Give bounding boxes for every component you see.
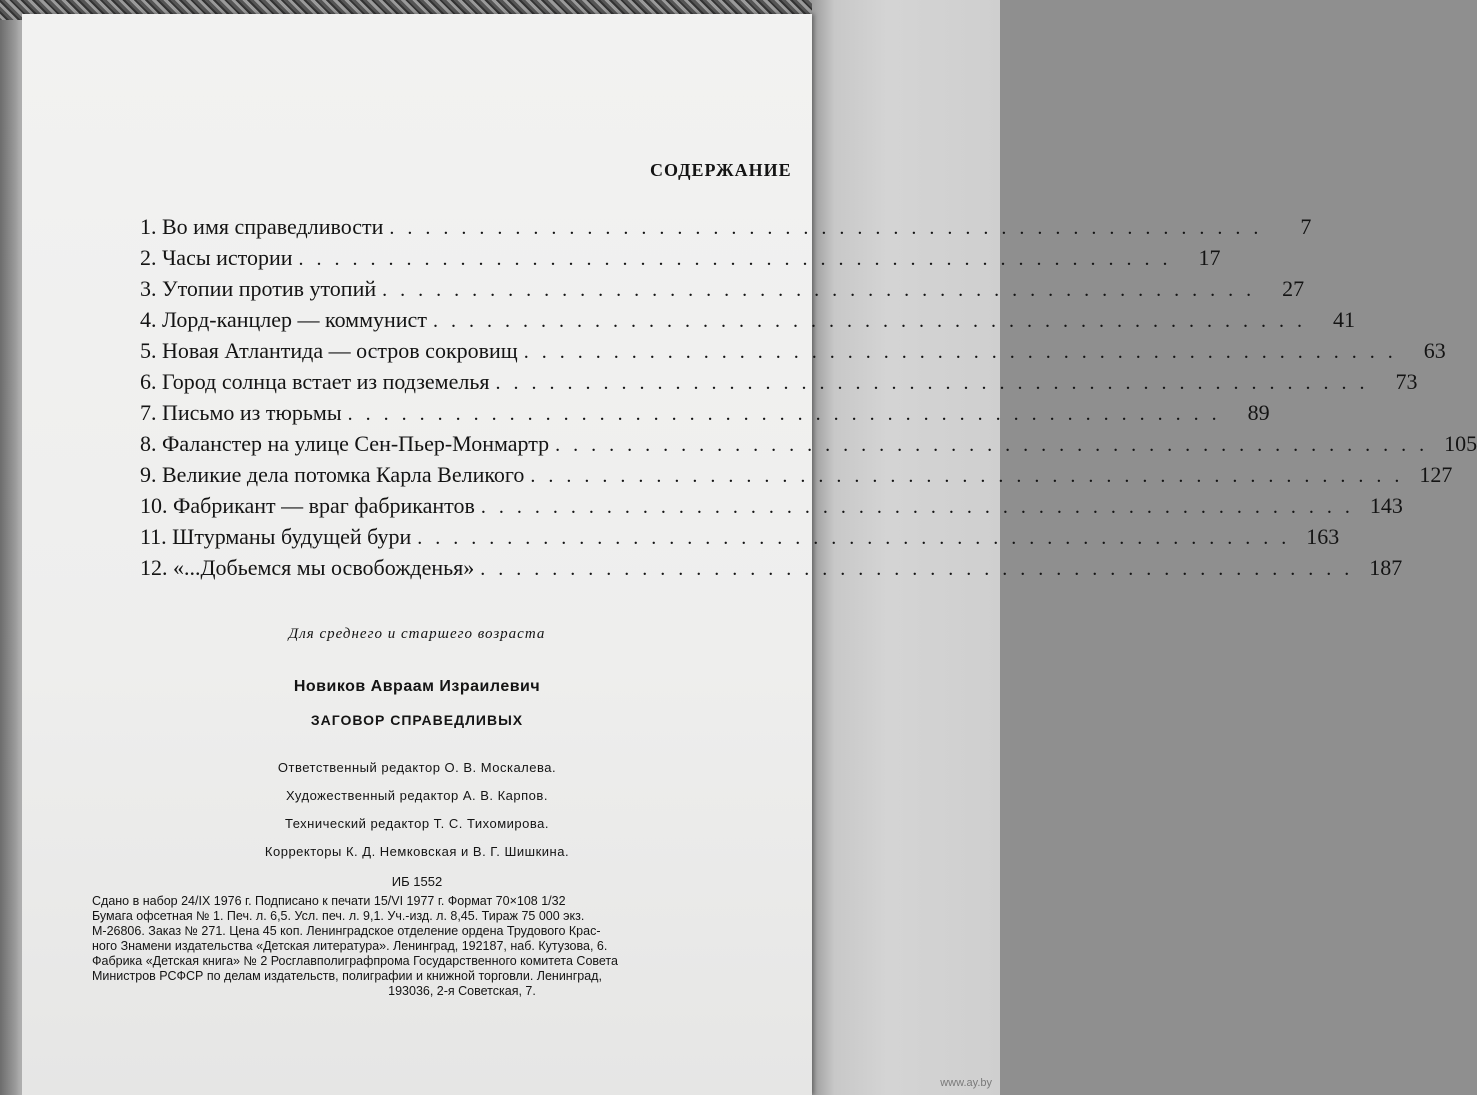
toc-entry-title: 6. Город солнца встает из подземелья <box>140 369 490 394</box>
toc-entry-page: 105 <box>1444 431 1477 456</box>
toc-entry-title: 5. Новая Атлантида — остров сокровищ <box>140 338 518 363</box>
audience-note: Для среднего и старшего возраста <box>288 626 546 642</box>
imprint-block <box>92 894 792 999</box>
credit-line: Технический редактор Т. С. Тихомирова. <box>285 816 549 831</box>
toc-dot-leader: ................................................. <box>523 341 1406 363</box>
contents-heading: СОДЕРЖАНИЕ <box>650 160 792 180</box>
toc-entry-page: 89 <box>1247 400 1270 425</box>
toc-entry <box>140 400 1270 432</box>
toc-entry-title: 8. Фаланстер на улице Сен-Пьер-Монмартр <box>140 431 550 456</box>
toc-entry-title: 11. Штурманы будущей бури <box>140 524 412 549</box>
imprint-line: Фабрика «Детская книга» № 2 Росглавполиграфпрома Государственного комитета Совета <box>92 954 618 968</box>
imprint-line: 193036, 2-я Советская, 7. <box>388 984 536 998</box>
credit-line: Корректоры К. Д. Немковская и В. Г. Шишкина. <box>264 844 570 859</box>
imprint-line: М-26806. Заказ № 271. Цена 45 коп. Ленинградское отделение ордена Трудового Крас- <box>92 924 601 938</box>
toc-entry <box>140 493 1403 525</box>
toc-entry-page: 17 <box>1198 245 1221 270</box>
toc-entry-title: 3. Утопии против утопий <box>140 276 377 301</box>
book-title: ЗАГОВОР СПРАВЕДЛИВЫХ <box>310 712 524 728</box>
toc-entry-page: 41 <box>1332 307 1355 332</box>
toc-entry-title: 7. Письмо из тюрьмы <box>140 400 342 425</box>
imprint-line: Министров РСФСР по делам издательств, полиграфии и книжной торговли. Ленинград, <box>92 969 602 983</box>
toc-entry <box>140 369 1418 401</box>
toc-entry-page: 143 <box>1369 493 1403 518</box>
imprint-line: ного Знамени издательства «Детская литература». Ленинград, 192187, наб. Кутузова, 6. <box>92 939 608 953</box>
toc-dot-leader: ................................................. <box>417 527 1300 549</box>
toc-entry <box>140 462 1453 494</box>
toc-entry-title: 2. Часы истории <box>140 245 293 270</box>
toc-dot-leader: ................................................. <box>480 496 1363 518</box>
toc-dot-leader: ................................................. <box>298 248 1181 270</box>
watermark: www.ay.by <box>940 1077 992 1089</box>
toc-dot-leader: ................................................. <box>480 558 1363 580</box>
toc-entry <box>140 214 1312 246</box>
toc-entry-page: 73 <box>1395 369 1418 394</box>
toc-entry <box>140 245 1221 277</box>
imprint-line: Сдано в набор 24/IX 1976 г. Подписано к печати 15/VI 1977 г. Формат 70×108 1/32 <box>92 894 566 908</box>
toc-entry-page: 63 <box>1423 338 1446 363</box>
author-name: Новиков Авраам Израилевич <box>293 678 541 695</box>
toc-entry-page: 27 <box>1282 276 1305 301</box>
toc-entry <box>140 555 1403 587</box>
toc-entry <box>140 524 1340 556</box>
toc-entry-page: 187 <box>1369 555 1403 580</box>
toc-entry-title: 12. «...Добьемся мы освобожденья» <box>140 555 475 580</box>
toc-entry-page: 163 <box>1306 524 1340 549</box>
toc-dot-leader: ................................................. <box>382 279 1265 301</box>
toc-entry <box>140 338 1446 370</box>
toc-entry-title: 10. Фабрикант — враг фабрикантов <box>140 493 475 518</box>
toc-entry-title: 4. Лорд-канцлер — коммунист <box>140 307 427 332</box>
credit-line: Художественный редактор А. В. Карпов. <box>286 788 548 803</box>
toc-entry <box>140 431 1477 463</box>
toc-dot-leader: ................................................. <box>432 310 1315 332</box>
toc-dot-leader: ................................................. <box>347 403 1230 425</box>
toc-entry-page: 7 <box>1300 214 1312 239</box>
toc-dot-leader: ................................................. <box>530 465 1413 487</box>
toc-entry <box>140 276 1305 308</box>
toc-dot-leader: ................................................. <box>555 434 1438 456</box>
toc-dot-leader: ................................................. <box>495 372 1378 394</box>
credit-line: Ответственный редактор О. В. Москалева. <box>277 760 557 775</box>
toc-entry-title: 1. Во имя справедливости <box>140 214 384 239</box>
toc-dot-leader: ................................................. <box>389 217 1272 239</box>
toc-entry-page: 127 <box>1419 462 1453 487</box>
toc-entry <box>140 307 1355 339</box>
ib-number: ИБ 1552 <box>391 874 443 889</box>
toc-entry-title: 9. Великие дела потомка Карла Великого <box>140 462 525 487</box>
imprint-line: Бумага офсетная № 1. Печ. л. 6,5. Усл. печ. л. 9,1. Уч.-изд. л. 8,45. Тираж 75 000 экз. <box>92 909 585 923</box>
